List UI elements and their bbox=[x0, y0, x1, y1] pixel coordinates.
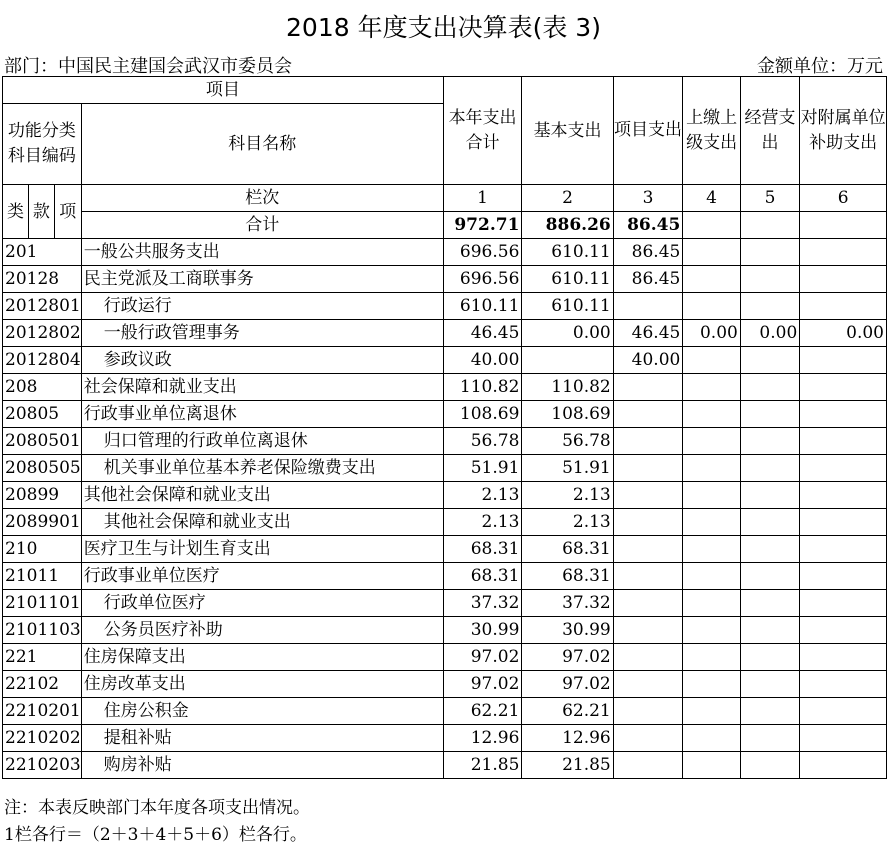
row-name: 住房公积金 bbox=[81, 698, 443, 725]
row-c2: 108.69 bbox=[522, 401, 613, 428]
row-code: 2080505 bbox=[3, 455, 82, 482]
row-c6 bbox=[800, 590, 887, 617]
row-c5 bbox=[740, 428, 799, 455]
row-c5 bbox=[740, 455, 799, 482]
row-c3 bbox=[613, 293, 683, 320]
row-c6 bbox=[800, 428, 887, 455]
row-c6 bbox=[800, 482, 887, 509]
row-c3 bbox=[613, 401, 683, 428]
row-c6 bbox=[800, 509, 887, 536]
row-c5 bbox=[740, 509, 799, 536]
table-row bbox=[3, 347, 887, 374]
row-c3: 40.00 bbox=[613, 347, 683, 374]
row-c4 bbox=[683, 725, 741, 752]
row-c1: 110.82 bbox=[443, 374, 522, 401]
col-number-3: 3 bbox=[613, 185, 683, 212]
row-code: 210 bbox=[3, 536, 82, 563]
row-c1: 696.56 bbox=[443, 266, 522, 293]
row-name: 医疗卫生与计划生育支出 bbox=[81, 536, 443, 563]
row-c4 bbox=[683, 428, 741, 455]
row-name: 公务员医疗补助 bbox=[81, 617, 443, 644]
table-row bbox=[3, 671, 887, 698]
header-item: 项目 bbox=[3, 77, 444, 104]
row-c5 bbox=[740, 698, 799, 725]
row-c6: 0.00 bbox=[800, 320, 887, 347]
row-c3: 86.45 bbox=[613, 266, 683, 293]
row-c5 bbox=[740, 482, 799, 509]
row-c1: 21.85 bbox=[443, 752, 522, 779]
row-code: 208 bbox=[3, 374, 82, 401]
row-c6 bbox=[800, 671, 887, 698]
table-row bbox=[3, 239, 887, 266]
row-c4 bbox=[683, 455, 741, 482]
row-code: 2012802 bbox=[3, 320, 82, 347]
table-row bbox=[3, 536, 887, 563]
row-c3 bbox=[613, 563, 683, 590]
table-row bbox=[3, 374, 887, 401]
row-c2: 62.21 bbox=[522, 698, 613, 725]
row-c1: 97.02 bbox=[443, 644, 522, 671]
row-c2: 97.02 bbox=[522, 671, 613, 698]
row-c5 bbox=[740, 590, 799, 617]
row-c6 bbox=[800, 266, 887, 293]
total-col2: 886.26 bbox=[522, 212, 613, 239]
row-c5 bbox=[740, 293, 799, 320]
row-c6 bbox=[800, 563, 887, 590]
row-code: 201 bbox=[3, 239, 82, 266]
row-c3 bbox=[613, 509, 683, 536]
row-c2: 610.11 bbox=[522, 266, 613, 293]
table-row bbox=[3, 698, 887, 725]
row-c5 bbox=[740, 266, 799, 293]
row-name: 一般公共服务支出 bbox=[81, 239, 443, 266]
table-row bbox=[3, 725, 887, 752]
row-c6 bbox=[800, 725, 887, 752]
table-row bbox=[3, 293, 887, 320]
row-c2: 610.11 bbox=[522, 293, 613, 320]
row-c2: 51.91 bbox=[522, 455, 613, 482]
note-line-1: 注：本表反映部门本年度各项支出情况。 bbox=[4, 798, 310, 818]
row-c4 bbox=[683, 536, 741, 563]
row-c3: 86.45 bbox=[613, 239, 683, 266]
row-c5 bbox=[740, 752, 799, 779]
row-code: 20805 bbox=[3, 401, 82, 428]
row-c1: 2.13 bbox=[443, 482, 522, 509]
row-c5 bbox=[740, 401, 799, 428]
row-c2 bbox=[522, 347, 613, 374]
row-c4 bbox=[683, 374, 741, 401]
row-c1: 12.96 bbox=[443, 725, 522, 752]
row-c4 bbox=[683, 293, 741, 320]
row-c1: 68.31 bbox=[443, 563, 522, 590]
total-col6 bbox=[800, 212, 887, 239]
row-c5 bbox=[740, 374, 799, 401]
row-code: 21011 bbox=[3, 563, 82, 590]
row-c5: 0.00 bbox=[740, 320, 799, 347]
row-code: 221 bbox=[3, 644, 82, 671]
page-title: 2018 年度支出决算表(表 3) bbox=[286, 13, 601, 42]
header-kuan: 款 bbox=[28, 185, 54, 239]
note-line-2: 1栏各行＝（2＋3＋4＋5＋6）栏各行。 bbox=[4, 825, 307, 845]
row-name: 其他社会保障和就业支出 bbox=[81, 509, 443, 536]
row-c2: 610.11 bbox=[522, 239, 613, 266]
row-name: 行政事业单位离退休 bbox=[81, 401, 443, 428]
row-c5 bbox=[740, 239, 799, 266]
department-label: 部门：中国民主建国会武汉市委员会 bbox=[4, 56, 292, 77]
row-c2: 12.96 bbox=[522, 725, 613, 752]
header-col-project: 项目支出 bbox=[613, 77, 683, 185]
row-name: 其他社会保障和就业支出 bbox=[81, 482, 443, 509]
row-c4 bbox=[683, 482, 741, 509]
row-name: 行政运行 bbox=[81, 293, 443, 320]
header-subject-name: 科目名称 bbox=[81, 104, 443, 185]
row-code: 2012804 bbox=[3, 347, 82, 374]
row-c5 bbox=[740, 725, 799, 752]
row-name: 参政议政 bbox=[81, 347, 443, 374]
row-code: 22102 bbox=[3, 671, 82, 698]
row-c6 bbox=[800, 239, 887, 266]
total-label: 合计 bbox=[81, 212, 443, 239]
col-number-5: 5 bbox=[740, 185, 799, 212]
row-c1: 37.32 bbox=[443, 590, 522, 617]
header-lei: 类 bbox=[3, 185, 29, 239]
table-row bbox=[3, 590, 887, 617]
row-c1: 696.56 bbox=[443, 239, 522, 266]
row-c4 bbox=[683, 671, 741, 698]
row-c1: 40.00 bbox=[443, 347, 522, 374]
row-c6 bbox=[800, 293, 887, 320]
row-code: 2080501 bbox=[3, 428, 82, 455]
row-c4: 0.00 bbox=[683, 320, 741, 347]
row-c2: 68.31 bbox=[522, 563, 613, 590]
row-c4 bbox=[683, 347, 741, 374]
table-row bbox=[3, 617, 887, 644]
row-c3 bbox=[613, 428, 683, 455]
row-name: 住房保障支出 bbox=[81, 644, 443, 671]
total-col1: 972.71 bbox=[443, 212, 522, 239]
row-c3 bbox=[613, 644, 683, 671]
row-code: 2210203 bbox=[3, 752, 82, 779]
total-col3: 86.45 bbox=[613, 212, 683, 239]
table-row bbox=[3, 509, 887, 536]
row-c2: 0.00 bbox=[522, 320, 613, 347]
table-row bbox=[3, 455, 887, 482]
row-c1: 46.45 bbox=[443, 320, 522, 347]
row-name: 归口管理的行政单位离退休 bbox=[81, 428, 443, 455]
row-code: 2101101 bbox=[3, 590, 82, 617]
row-c1: 30.99 bbox=[443, 617, 522, 644]
row-c6 bbox=[800, 617, 887, 644]
row-name: 民主党派及工商联事务 bbox=[81, 266, 443, 293]
row-c4 bbox=[683, 509, 741, 536]
row-c4 bbox=[683, 266, 741, 293]
row-name: 购房补贴 bbox=[81, 752, 443, 779]
total-col5 bbox=[740, 212, 799, 239]
row-c3 bbox=[613, 725, 683, 752]
row-c2: 2.13 bbox=[522, 482, 613, 509]
row-c5 bbox=[740, 563, 799, 590]
row-name: 行政单位医疗 bbox=[81, 590, 443, 617]
row-name: 一般行政管理事务 bbox=[81, 320, 443, 347]
row-c5 bbox=[740, 347, 799, 374]
header-col-upper: 上缴上级支出 bbox=[683, 77, 741, 185]
header-col-basic: 基本支出 bbox=[522, 77, 613, 185]
row-c1: 2.13 bbox=[443, 509, 522, 536]
row-c6 bbox=[800, 644, 887, 671]
header-col-total: 本年支出合计 bbox=[443, 77, 522, 185]
table-row bbox=[3, 644, 887, 671]
row-c3 bbox=[613, 482, 683, 509]
row-c4 bbox=[683, 590, 741, 617]
table-row bbox=[3, 752, 887, 779]
row-c1: 610.11 bbox=[443, 293, 522, 320]
header-xiang: 项 bbox=[54, 185, 81, 239]
row-c1: 97.02 bbox=[443, 671, 522, 698]
table-row bbox=[3, 320, 887, 347]
row-c5 bbox=[740, 617, 799, 644]
row-c3 bbox=[613, 374, 683, 401]
row-name: 机关事业单位基本养老保险缴费支出 bbox=[81, 455, 443, 482]
col-number-4: 4 bbox=[683, 185, 741, 212]
row-c5 bbox=[740, 644, 799, 671]
row-code: 20899 bbox=[3, 482, 82, 509]
row-c3 bbox=[613, 536, 683, 563]
row-c2: 68.31 bbox=[522, 536, 613, 563]
row-c3 bbox=[613, 617, 683, 644]
row-c2: 56.78 bbox=[522, 428, 613, 455]
col-number-1: 1 bbox=[443, 185, 522, 212]
table-row bbox=[3, 482, 887, 509]
row-c1: 56.78 bbox=[443, 428, 522, 455]
row-c3 bbox=[613, 752, 683, 779]
row-c4 bbox=[683, 698, 741, 725]
row-c4 bbox=[683, 617, 741, 644]
row-c6 bbox=[800, 455, 887, 482]
row-c3 bbox=[613, 671, 683, 698]
row-c1: 108.69 bbox=[443, 401, 522, 428]
row-c2: 37.32 bbox=[522, 590, 613, 617]
row-c6 bbox=[800, 752, 887, 779]
row-code: 2210201 bbox=[3, 698, 82, 725]
row-c6 bbox=[800, 347, 887, 374]
row-c5 bbox=[740, 536, 799, 563]
row-c5 bbox=[740, 671, 799, 698]
table-row bbox=[3, 563, 887, 590]
amount-unit-label: 金额单位：万元 bbox=[757, 56, 883, 77]
table-row bbox=[3, 428, 887, 455]
row-c1: 51.91 bbox=[443, 455, 522, 482]
row-c1: 68.31 bbox=[443, 536, 522, 563]
expenditure-table bbox=[2, 76, 887, 779]
col-number-2: 2 bbox=[522, 185, 613, 212]
row-name: 社会保障和就业支出 bbox=[81, 374, 443, 401]
row-code: 2101103 bbox=[3, 617, 82, 644]
total-col4 bbox=[683, 212, 741, 239]
row-c2: 21.85 bbox=[522, 752, 613, 779]
row-code: 2089901 bbox=[3, 509, 82, 536]
row-c6 bbox=[800, 374, 887, 401]
row-code: 20128 bbox=[3, 266, 82, 293]
row-c2: 30.99 bbox=[522, 617, 613, 644]
row-code: 2012801 bbox=[3, 293, 82, 320]
row-name: 住房改革支出 bbox=[81, 671, 443, 698]
row-c3 bbox=[613, 590, 683, 617]
row-c4 bbox=[683, 401, 741, 428]
row-code: 2210202 bbox=[3, 725, 82, 752]
row-c2: 97.02 bbox=[522, 644, 613, 671]
row-c6 bbox=[800, 698, 887, 725]
row-name: 提租补贴 bbox=[81, 725, 443, 752]
row-c4 bbox=[683, 563, 741, 590]
row-c4 bbox=[683, 752, 741, 779]
row-c3 bbox=[613, 455, 683, 482]
header-lanci: 栏次 bbox=[81, 185, 443, 212]
col-number-6: 6 bbox=[800, 185, 887, 212]
row-c6 bbox=[800, 401, 887, 428]
header-col-business: 经营支出 bbox=[740, 77, 799, 185]
table-row bbox=[3, 266, 887, 293]
row-c3: 46.45 bbox=[613, 320, 683, 347]
row-name: 行政事业单位医疗 bbox=[81, 563, 443, 590]
row-c2: 110.82 bbox=[522, 374, 613, 401]
header-func-code: 功能分类科目编码 bbox=[3, 104, 82, 185]
row-c4 bbox=[683, 644, 741, 671]
row-c1: 62.21 bbox=[443, 698, 522, 725]
header-col-subsidy: 对附属单位补助支出 bbox=[800, 77, 887, 185]
row-c2: 2.13 bbox=[522, 509, 613, 536]
row-c6 bbox=[800, 536, 887, 563]
row-c4 bbox=[683, 239, 741, 266]
table-row bbox=[3, 401, 887, 428]
row-c3 bbox=[613, 698, 683, 725]
